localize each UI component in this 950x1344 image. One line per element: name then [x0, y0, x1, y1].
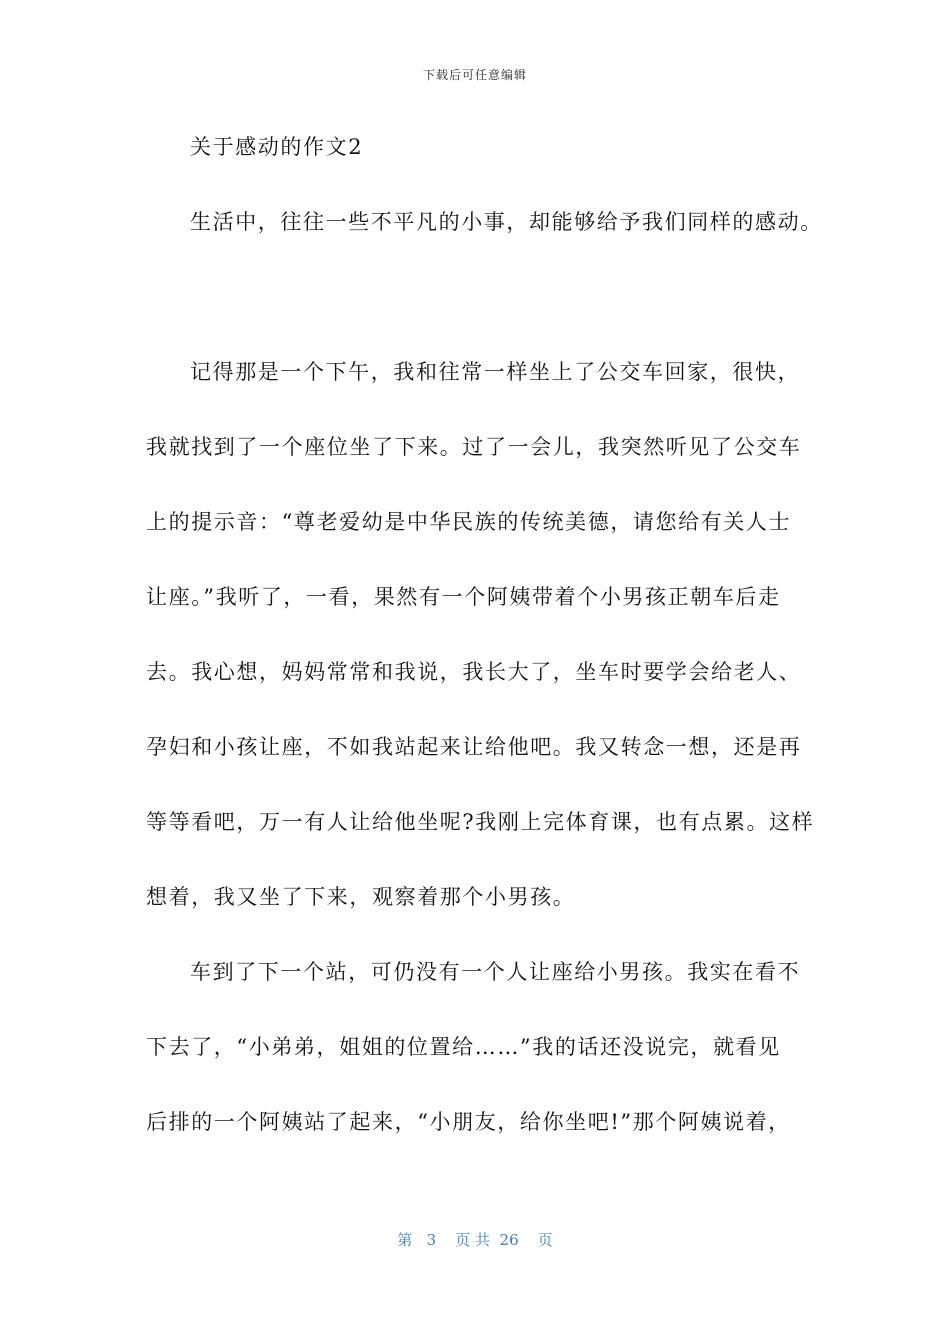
paragraph-line: 生活中，往往一些不平凡的小事，却能够给予我们同样的感动。: [190, 210, 823, 234]
paragraph-line: 想着，我又坐了下来，观察着那个小男孩。: [146, 885, 576, 909]
header-note: 下载后可任意编辑: [422, 68, 527, 82]
paragraph-line: 等等看吧，万一有人让给他坐呢?我刚上完体育课，也有点累。这样: [146, 810, 815, 834]
document-title: 关于感动的作文2: [190, 135, 364, 159]
paragraph-line: 车到了下一个站，可仍没有一个人让座给小男孩。我实在看不: [190, 960, 801, 984]
paragraph-line: 孕妇和小孩让座，不如我站起来让给他吧。我又转念一想，还是再: [146, 735, 802, 759]
paragraph-line: 去。我心想，妈妈常常和我说，我长大了，坐车时要学会给老人、: [146, 660, 802, 684]
paragraph-line: 后排的一个阿姨站了起来，“小朋友，给你坐吧!”那个阿姨说着，: [146, 1110, 791, 1134]
paragraph-line: 让座。”我听了，一看，果然有一个阿姨带着个小男孩正朝车后走: [146, 585, 781, 609]
paragraph-line: 下去了，“小弟弟，姐姐的位置给……”我的话还没说完，就看见: [146, 1035, 781, 1059]
page-number: 第 3 页 共 26 页: [397, 1231, 553, 1249]
paragraph-line: 上的提示音：“尊老爱幼是中华民族的传统美德，请您给有关人士: [146, 510, 792, 534]
paragraph-line: 我就找到了一个座位坐了下来。过了一会儿，我突然听见了公交车: [146, 435, 802, 459]
paragraph-line: 记得那是一个下午，我和往常一样坐上了公交车回家，很快，: [190, 360, 801, 384]
